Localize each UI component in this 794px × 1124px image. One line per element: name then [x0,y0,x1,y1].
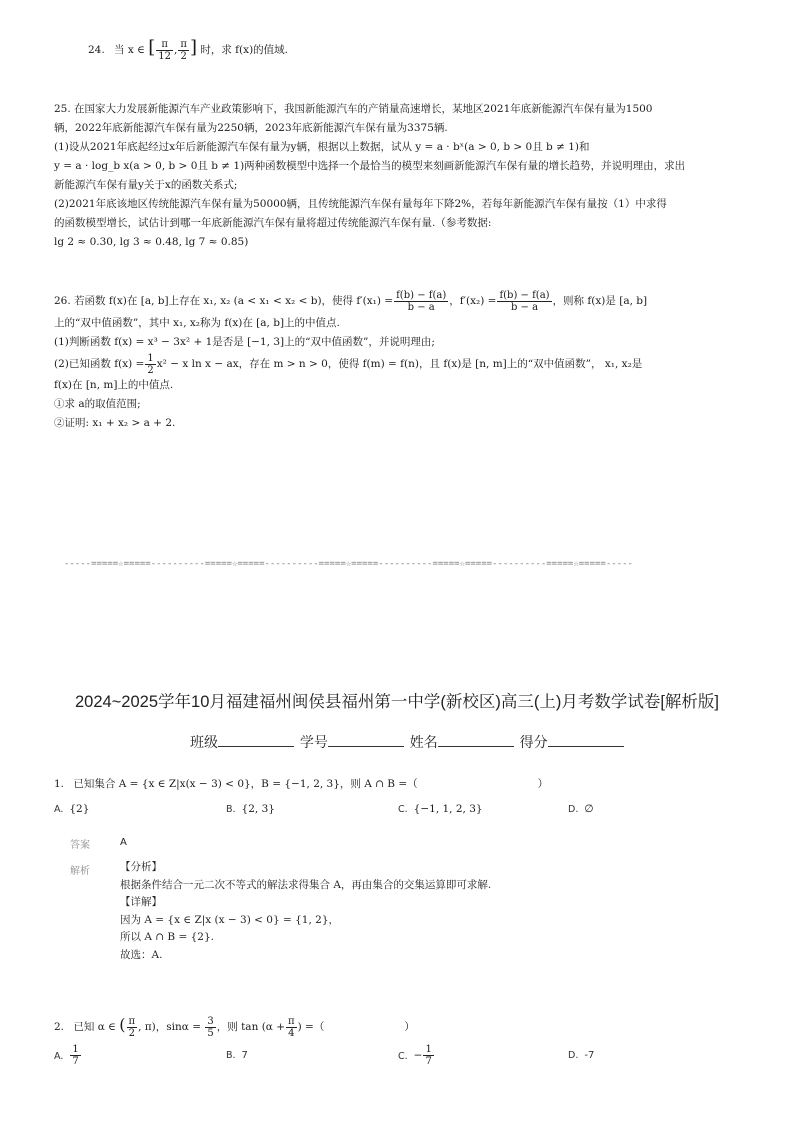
question-line: ①求 a的取值范围; [54,398,141,410]
id-field[interactable] [328,732,404,747]
analysis-line: 故选：A. [120,948,163,961]
problem-2: 2. 已知 α ∈ ( $\frac{\pi}{2}$ , π)，sinα = $\frac{3}{5}$ ，则 tan (α + $\frac{\pi}{4}$ ) =（ ） [54,1015,415,1039]
fraction-pi-2: $\frac{\pi}{2}$ [128,1015,136,1039]
option-b[interactable]: B. {2, 3} [226,803,275,815]
question-text: 时，求 f(x)的值域. [200,44,289,56]
fraction-one-half: $\frac{1}{2}$ [147,352,154,376]
fraction-pi-2: $\frac{\pi}{2}$ [180,38,187,62]
fraction-mean-value: $\frac{f(b) - f(a)}{b - a}$ [396,289,447,313]
question-number: 26. [54,295,71,307]
question-line: 在国家大力发展新能源汽车产业政策影响下，我国新能源汽车的产销量高速增长，某地区2021年底新能源汽车保有量为1500 [74,103,653,115]
option-c[interactable]: C. − $\frac{1}{7}$ [398,1044,432,1067]
analysis-line: 【分析】 [120,861,162,873]
id-label: 学号 [299,734,328,750]
option-c[interactable]: C. {−1, 1, 2, 3} [398,803,483,815]
question-line: (1)设从2021年底起经过x年后新能源汽车保有量为y辆，根据以上数据，试从 y = a · bˣ(a > 0, b > 0且 b ≠ 1)和 [54,141,590,153]
class-label: 班级 [190,734,218,750]
question-line: (1)判断函数 f(x) = x³ − 3x² + 1是否是 [−1, 3]上的“双中值函数”，并说明理由; [54,336,435,348]
class-field[interactable] [218,732,294,747]
problem-stem: 已知集合 A = {x ∈ Z|x(x − 3) < 0}，B = {−1, 2, 3}，则 A ∩ B =（ [73,778,418,790]
question-line: y = a · log_b x(a > 0, b > 0且 b ≠ 1)两种函数模型中选择一个最恰当的模型来刻画新能源汽车保有量的增长趋势，并说明理由，求出 [54,160,686,172]
option-a[interactable]: A. $\frac{1}{7}$ [54,1044,79,1067]
option-a[interactable]: A. {2} [54,803,90,815]
question-line: (2)2021年底该地区传统能源汽车保有量为50000辆，且传统能源汽车保有量每年下降2%，若每年新能源汽车保有量按（1）中求得 [54,198,667,210]
bracket-close: ] [189,37,197,58]
analysis-line: 【详解】 [120,896,162,908]
exam-title: 2024~2025学年10月福建福州闽侯县福州第一中学(新校区)高三(上)月考数学试卷[解析版] [74,693,720,711]
analysis-line: 所以 A ∩ B = {2}. [120,931,214,943]
fraction-mean-value: $\frac{f(b) - f(a)}{b - a}$ [499,289,550,313]
fraction-pi-4: $\frac{\pi}{4}$ [288,1015,295,1039]
question-text: 若函数 f(x)在 [a, b]上存在 x₁, x₂ (a < x₁ < x₂ < b)，使得 f′(x₁) = [74,295,394,307]
analysis-line: 根据条件结合一元二次不等式的解法求得集合 A，再由集合的交集运算即可求解. [120,878,492,891]
question-text: ，f′(x₂) = [449,295,497,307]
problem-number: 1. [54,778,65,790]
question-text: x² − x ln x − ax，存在 m > n > 0，使得 f(m) = f(n)，且 f(x)是 [n, m]上的“双中值函数”， x₁, x₂是 [156,358,643,370]
option-d[interactable]: D. ∅ [568,803,594,815]
question-line: 的函数模型增长，试估计到哪一年底新能源汽车保有量将超过传统能源汽车保有量.（参考数据: [54,217,492,229]
score-field[interactable] [548,732,624,747]
problem-number: 2. [54,1021,65,1033]
question-text: ，则称 f(x)是 [a, b] [552,295,648,307]
bracket-open: [ [148,37,156,58]
question-line: f(x)在 [n, m]上的中值点. [54,379,174,391]
problem-1: 1. 已知集合 A = {x ∈ Z|x(x − 3) < 0}，B = {−1, 2, 3}，则 A ∩ B =（ ） [54,778,549,790]
student-info-line [190,732,626,752]
section-divider: -----=====☆=====----------=====☆=====----------=====☆=====----------=====☆=====----------=====☆=====----- [64,559,633,569]
name-field[interactable] [438,732,514,747]
name-label: 姓名 [409,734,438,750]
question-line: 新能源汽车保有量y关于x的函数关系式; [54,179,238,191]
score-label: 得分 [519,734,548,750]
question-line: ②证明: x₁ + x₂ > a + 2. [54,417,176,429]
question-text: (2)已知函数 f(x) = [54,358,145,370]
question-24: 24. 当 x ∈ [ $\frac{\pi}{12}$ , $\frac{\pi}{2}$ ] 时，求 f(x)的值域. [88,37,289,62]
question-line: lg 2 ≈ 0.30, lg 3 ≈ 0.48, lg 7 ≈ 0.85) [54,236,249,248]
question-25 [54,100,744,252]
question-26 [54,288,744,433]
question-text: 当 x ∈ [114,44,145,56]
question-number: 24. [88,44,105,56]
question-number: 25. [54,103,71,115]
analysis-line: 因为 A = {x ∈ Z|x (x − 3) < 0} = {1, 2}， [120,913,340,926]
analysis-label: 解析 [70,866,90,877]
option-d[interactable]: D. -7 [568,1050,595,1061]
question-line: 上的“双中值函数”，其中 x₁, x₂称为 f(x)在 [a, b]上的中值点. [54,317,340,329]
answer-value: A [120,837,127,848]
fraction-1-7: $\frac{1}{7}$ [425,1044,432,1067]
fraction-1-7: $\frac{1}{7}$ [72,1044,79,1067]
answer-label: 答案 [70,840,90,851]
question-line: 辆，2022年底新能源汽车保有量为2250辆，2023年底新能源汽车保有量为3375辆. [54,122,448,134]
fraction-pi-12: $\frac{\pi}{12}$ [158,38,172,62]
fraction-3-5: $\frac{3}{5}$ [207,1015,214,1039]
option-b[interactable]: B. 7 [226,1050,248,1061]
analysis-body [120,859,491,964]
